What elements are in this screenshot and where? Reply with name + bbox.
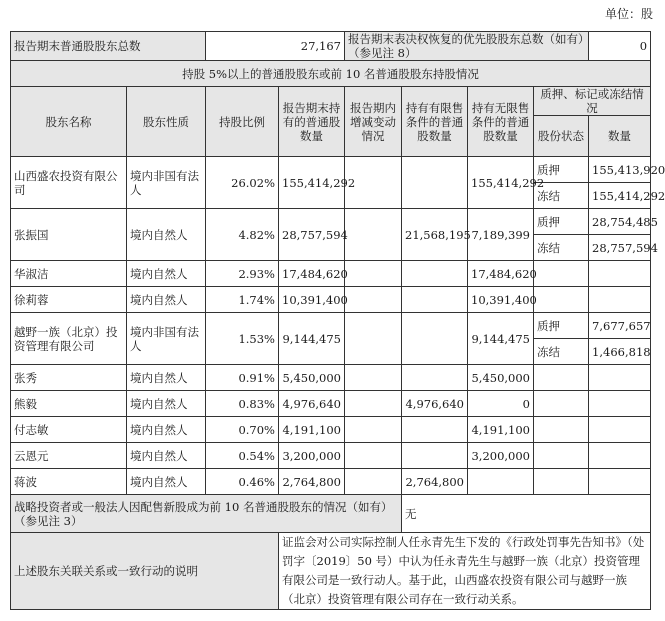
shareholder-name: 山西盛农投资有限公司 (11, 157, 127, 209)
pledge-quantity: 155,413,920 (589, 157, 651, 183)
shareholder-nature: 境内自然人 (127, 287, 206, 313)
shares-held: 10,391,400 (279, 287, 345, 313)
table-row (11, 365, 651, 391)
pledge-quantity (589, 443, 651, 469)
shareholder-nature: 境内自然人 (127, 365, 206, 391)
pledge-status (534, 287, 589, 313)
table-row (11, 261, 651, 287)
shareholder-name: 熊毅 (11, 391, 127, 417)
change-during-period (345, 261, 402, 287)
shareholder-nature: 境内自然人 (127, 443, 206, 469)
pledge-status: 质押 (534, 313, 589, 339)
unrestricted-shares: 0 (468, 391, 534, 417)
strategic-label: 战略投资者或一般法人因配售新股成为前 10 名普通股股东的情况（如有）（参见注 3） (11, 495, 402, 533)
shareholder-name: 华淑洁 (11, 261, 127, 287)
header-shares: 报告期末持有的普通股数量 (279, 87, 345, 157)
holding-ratio: 1.74% (206, 287, 279, 313)
pledge-status (534, 417, 589, 443)
strategic-value: 无 (402, 495, 651, 533)
restricted-shares: 21,568,195 (402, 209, 468, 261)
shares-held: 17,484,620 (279, 261, 345, 287)
change-during-period (345, 209, 402, 261)
shareholder-name: 付志敏 (11, 417, 127, 443)
common-holders-value: 27,167 (206, 32, 345, 61)
table-row (11, 287, 651, 313)
shares-held: 28,757,594 (279, 209, 345, 261)
shareholder-nature: 境内自然人 (127, 209, 206, 261)
shares-held: 4,191,100 (279, 417, 345, 443)
restricted-shares (402, 313, 468, 365)
change-during-period (345, 313, 402, 365)
pledge-quantity: 7,677,657 (589, 313, 651, 339)
shareholder-name: 蒋波 (11, 469, 127, 495)
change-during-period (345, 443, 402, 469)
restricted-shares (402, 287, 468, 313)
restricted-shares (402, 365, 468, 391)
change-during-period (345, 469, 402, 495)
shares-held: 155,414,292 (279, 157, 345, 209)
table-row (11, 157, 651, 183)
restricted-shares: 4,976,640 (402, 391, 468, 417)
holding-ratio: 0.46% (206, 469, 279, 495)
shares-held: 2,764,800 (279, 469, 345, 495)
shareholder-nature: 境内自然人 (127, 261, 206, 287)
holding-ratio: 2.93% (206, 261, 279, 287)
table-row (11, 313, 651, 339)
pledge-quantity (589, 287, 651, 313)
pledge-quantity (589, 391, 651, 417)
unrestricted-shares: 3,200,000 (468, 443, 534, 469)
change-during-period (345, 365, 402, 391)
pledge-quantity (589, 365, 651, 391)
holding-ratio: 0.91% (206, 365, 279, 391)
table-row (11, 443, 651, 469)
pledge-status: 质押 (534, 157, 589, 183)
header-ratio: 持股比例 (206, 87, 279, 157)
restricted-shares (402, 417, 468, 443)
header-name: 股东名称 (11, 87, 127, 157)
table-row (11, 469, 651, 495)
unrestricted-shares: 7,189,399 (468, 209, 534, 261)
pledge-quantity: 28,754,485 (589, 209, 651, 235)
change-during-period (345, 417, 402, 443)
holding-ratio: 0.70% (206, 417, 279, 443)
preferred-holders-value: 0 (589, 32, 651, 61)
shareholder-nature: 境内自然人 (127, 391, 206, 417)
pledge-status (534, 469, 589, 495)
unrestricted-shares: 17,484,620 (468, 261, 534, 287)
shareholder-nature: 境内自然人 (127, 469, 206, 495)
header-unrestricted: 持有无限售条件的普通股数量 (468, 87, 534, 157)
holding-ratio: 0.54% (206, 443, 279, 469)
pledge-quantity: 155,414,292 (589, 183, 651, 209)
header-pledge-qty: 数量 (589, 116, 651, 157)
unrestricted-shares (468, 469, 534, 495)
shareholder-nature: 境内非国有法人 (127, 157, 206, 209)
change-during-period (345, 391, 402, 417)
pledge-status (534, 443, 589, 469)
pledge-status (534, 365, 589, 391)
holding-ratio: 0.83% (206, 391, 279, 417)
pledge-quantity (589, 417, 651, 443)
pledge-quantity: 28,757,594 (589, 235, 651, 261)
change-during-period (345, 287, 402, 313)
table-row (11, 417, 651, 443)
table-row (11, 209, 651, 235)
shares-held: 9,144,475 (279, 313, 345, 365)
unit-label: 单位：股 (604, 7, 653, 21)
header-change: 报告期内增减变动情况 (345, 87, 402, 157)
unrestricted-shares: 155,414,292 (468, 157, 534, 209)
common-holders-label: 报告期末普通股股东总数 (11, 32, 206, 61)
pledge-quantity: 1,466,818 (589, 339, 651, 365)
unrestricted-shares: 5,450,000 (468, 365, 534, 391)
shareholder-table (10, 31, 665, 610)
header-pledge: 质押、标记或冻结情况 (534, 87, 651, 116)
shareholder-name: 云恩元 (11, 443, 127, 469)
shares-held: 5,450,000 (279, 365, 345, 391)
holding-ratio: 26.02% (206, 157, 279, 209)
unrestricted-shares: 9,144,475 (468, 313, 534, 365)
shareholder-nature: 境内自然人 (127, 417, 206, 443)
header-restricted: 持有有限售条件的普通股数量 (402, 87, 468, 157)
pledge-status: 冻结 (534, 183, 589, 209)
pledge-status: 冻结 (534, 235, 589, 261)
pledge-status (534, 261, 589, 287)
unrestricted-shares: 10,391,400 (468, 287, 534, 313)
shareholder-name: 张振国 (11, 209, 127, 261)
holding-ratio: 4.82% (206, 209, 279, 261)
shares-held: 3,200,000 (279, 443, 345, 469)
shareholder-nature: 境内非国有法人 (127, 313, 206, 365)
shares-held: 4,976,640 (279, 391, 345, 417)
restricted-shares (402, 443, 468, 469)
header-nature: 股东性质 (127, 87, 206, 157)
section-title: 持股 5%以上的普通股股东或前 10 名普通股股东持股情况 (11, 61, 651, 87)
pledge-quantity (589, 261, 651, 287)
holding-ratio: 1.53% (206, 313, 279, 365)
shareholder-name: 张秀 (11, 365, 127, 391)
shareholder-name: 越野一族（北京）投资管理有限公司 (11, 313, 127, 365)
restricted-shares (402, 157, 468, 209)
pledge-status: 质押 (534, 209, 589, 235)
shareholder-name: 徐莉蓉 (11, 287, 127, 313)
related-value: 证监会对公司实际控制人任永青先生下发的《行政处罚事先告知书》（处罚字〔2019〕50 号）中认为任永青先生与越野一族（北京）投资管理有限公司是一致行动人。基于此，山西盛农投资有限公司与越野一族（北京）投资管理有限公司存在一致行动关系。 (279, 533, 651, 610)
pledge-quantity (589, 469, 651, 495)
related-label: 上述股东关联关系或一致行动的说明 (11, 533, 279, 610)
pledge-status (534, 391, 589, 417)
table-row (11, 391, 651, 417)
pledge-status: 冻结 (534, 339, 589, 365)
restricted-shares (402, 261, 468, 287)
unrestricted-shares: 4,191,100 (468, 417, 534, 443)
preferred-holders-label: 报告期末表决权恢复的优先股股东总数（如有）（参见注 8） (345, 32, 589, 61)
header-pledge-status: 股份状态 (534, 116, 589, 157)
restricted-shares: 2,764,800 (402, 469, 468, 495)
